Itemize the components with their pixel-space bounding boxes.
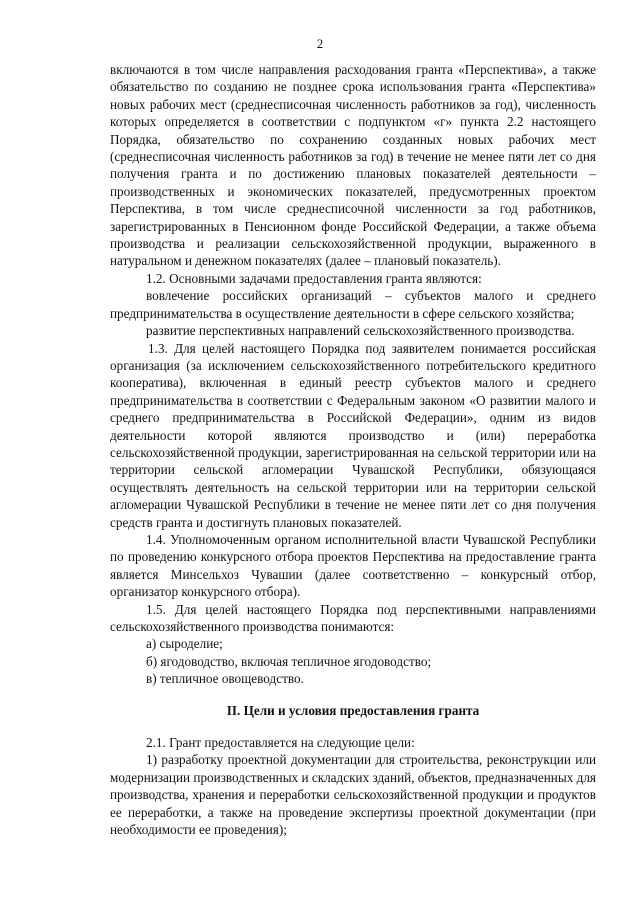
paragraph-task-1: вовлечение российских организаций – субъектов малого и среднего предпринимательства в осуществление деятельности в сфере сельского хозяйства;	[110, 288, 596, 321]
section-heading: II. Цели и условия предоставления гранта	[226, 702, 480, 718]
paragraph-continuation: включаются в том числе направления расходования гранта «Перспектива», а также обязательство по созданию не позднее срока использования гранта «Перспектива» новых рабочих мест (среднесписочная численность работников за год), численность которых определяется в соответствии с подпунктом «г» пункта 2.2 настоящего Порядка, обязательство по сохранению созданных новых рабочих мест (среднесписочная численность работников за год) в течение не менее пяти лет со дня получения гранта и по достижению плановых показателей деятельности – производственных и экономических показателей, предусмотренных проектом Перспектива, в том числе среднесписочной численности за год работников, зарегистрированных в Пенсионном фонде Российской Федерации, а также объема производства и реализации сельскохозяйственной продукции, выраженного в натуральном и денежном показателях (далее – плановый показатель).	[110, 62, 596, 269]
document-body	[110, 61, 596, 838]
list-item-c: в) тепличное овощеводство.	[146, 671, 304, 687]
paragraph-2-1: 2.1. Грант предоставляется на следующие цели:	[146, 735, 415, 751]
page-number: 2	[316, 36, 324, 51]
paragraph-1-3: 1.3. Для целей настоящего Порядка под заявителем понимается российская организация (за исключением сельскохозяйственного потребительского кредитного кооператива), включенная в единый реестр субъектов малого и среднего предпринимательства в соответствии с Федеральным законом «О развитии малого и среднего предпринимательства в Российской Федерации», одним из видов деятельности которой являются производство и (или) переработка сельскохозяйственной продукции, зарегистрированная на сельской территории или на территории сельской агломерации Чувашской Республики, обязующаяся осуществлять деятельность на сельской территории или на территории сельской агломерации Чувашской Республики в течение не менее пяти лет со дня получения средств гранта и достигнуть плановых показателей.	[110, 340, 596, 530]
list-item-b: б) ягодоводство, включая тепличное ягодоводство;	[146, 653, 432, 669]
paragraph-1-2: 1.2. Основными задачами предоставления гранта являются:	[146, 270, 482, 286]
paragraph-1-5: 1.5. Для целей настоящего Порядка под перспективными направлениями сельскохозяйственного производства понимаются:	[110, 601, 596, 634]
list-item-a: а) сыроделие;	[146, 636, 223, 652]
paragraph-2-1-1: 1) разработку проектной документации для строительства, реконструкции или модернизации производственных и складских зданий, объектов, предназначенных для производства, хранения и переработки сельскохозяйственной продукции и продуктов ее переработки, а также на проведение экспертизы проектной документации (при необходимости ее проведения);	[110, 752, 596, 838]
paragraph-task-2: развитие перспективных направлений сельскохозяйственного производства.	[146, 323, 575, 339]
paragraph-1-4: 1.4. Уполномоченным органом исполнительной власти Чувашской Республики по проведению конкурсного отбора проектов Перспектива на предоставление гранта является Минсельхоз Чувашии (далее соответственно – конкурсный отбор, организатор конкурсного отбора).	[110, 531, 596, 600]
